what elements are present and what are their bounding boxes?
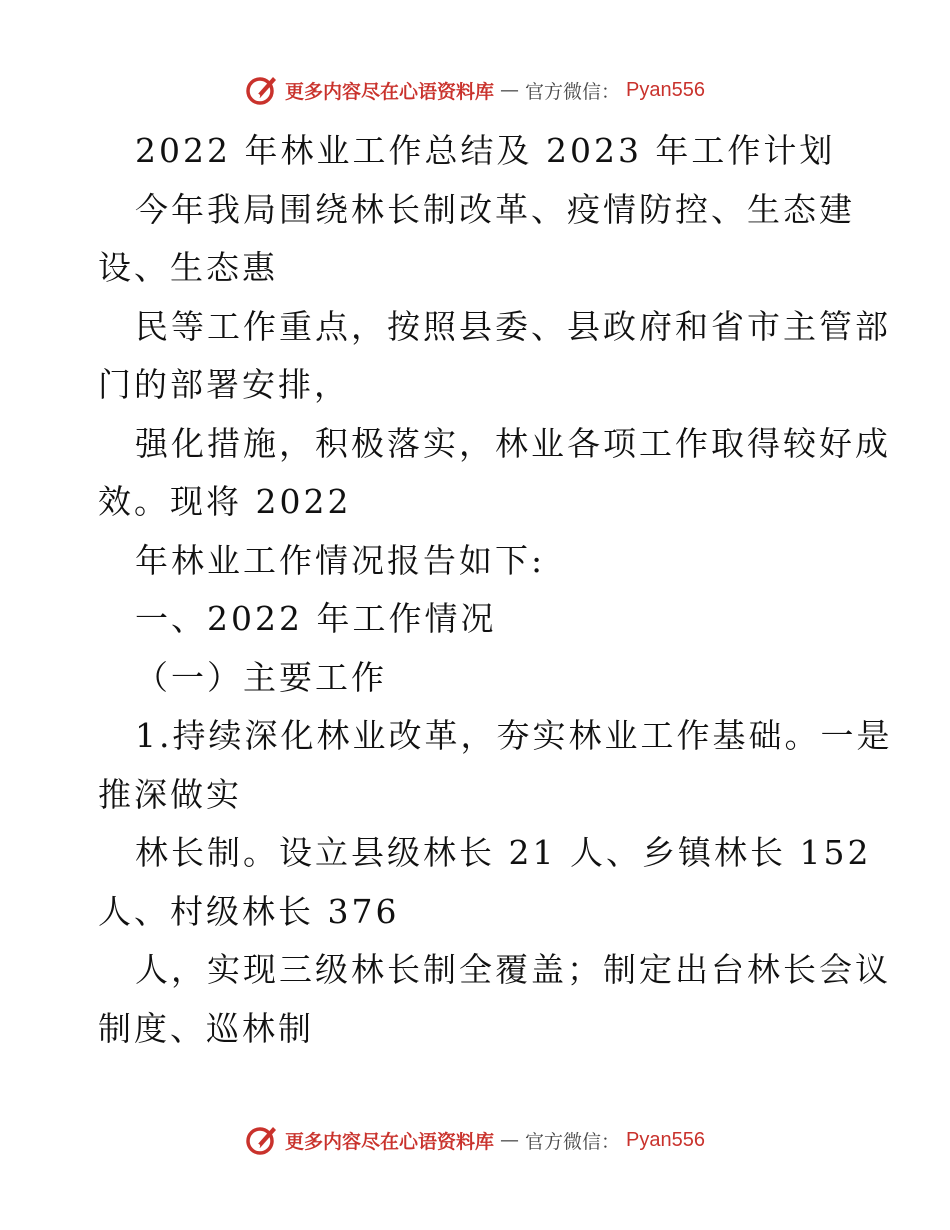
document-title: 2022 年林业工作总结及 2023 年工作计划 [135, 131, 836, 170]
pen-logo-icon [245, 1123, 279, 1157]
text-line: 今年我局围绕林长制改革、疫情防控、生态建 [135, 189, 855, 229]
text-line: 制度、巡林制 [98, 1008, 314, 1048]
watermark-contact-label: 官方微信： [525, 1130, 621, 1153]
text-line: 人、村级林长 376 [98, 891, 400, 931]
text-line: 强化措施，积极落实，林业各项工作取得较好成 [135, 423, 891, 463]
footer-watermark [0, 1120, 950, 1160]
header-watermark [0, 70, 950, 110]
text-line: 设、生态惠 [98, 248, 278, 287]
text-line: 年林业工作情况报告如下: [135, 540, 546, 580]
text-line: 推深做实 [98, 774, 242, 814]
text-line: 门的部署安排， [98, 365, 350, 404]
text-line: 林长制。设立县级林长 21 人、乡镇林长 152 [135, 833, 872, 872]
watermark-contact-id: Pyan556 [626, 78, 705, 101]
watermark-contact-id: Pyan556 [626, 1128, 705, 1151]
section-heading: 一、2022 年工作情况 [135, 599, 497, 638]
document-body [98, 122, 893, 1058]
watermark-promo-text: 更多内容尽在心语资料库 [285, 1130, 495, 1153]
text-line: 1.持续深化林业改革，夯实林业工作基础。一是 [135, 716, 893, 755]
text-line: 人，实现三级林长制全覆盖；制定出台林长会议 [135, 950, 891, 989]
watermark-separator: — [500, 79, 520, 101]
watermark-separator: — [500, 1129, 520, 1151]
pen-logo-icon [245, 73, 279, 107]
text-line: 效。现将 2022 [98, 482, 352, 521]
watermark-promo-text: 更多内容尽在心语资料库 [285, 80, 495, 103]
text-line: 民等工作重点，按照县委、县政府和省市主管部 [135, 306, 891, 346]
watermark-contact-label: 官方微信： [525, 80, 621, 103]
subsection-heading: （一）主要工作 [135, 657, 387, 697]
